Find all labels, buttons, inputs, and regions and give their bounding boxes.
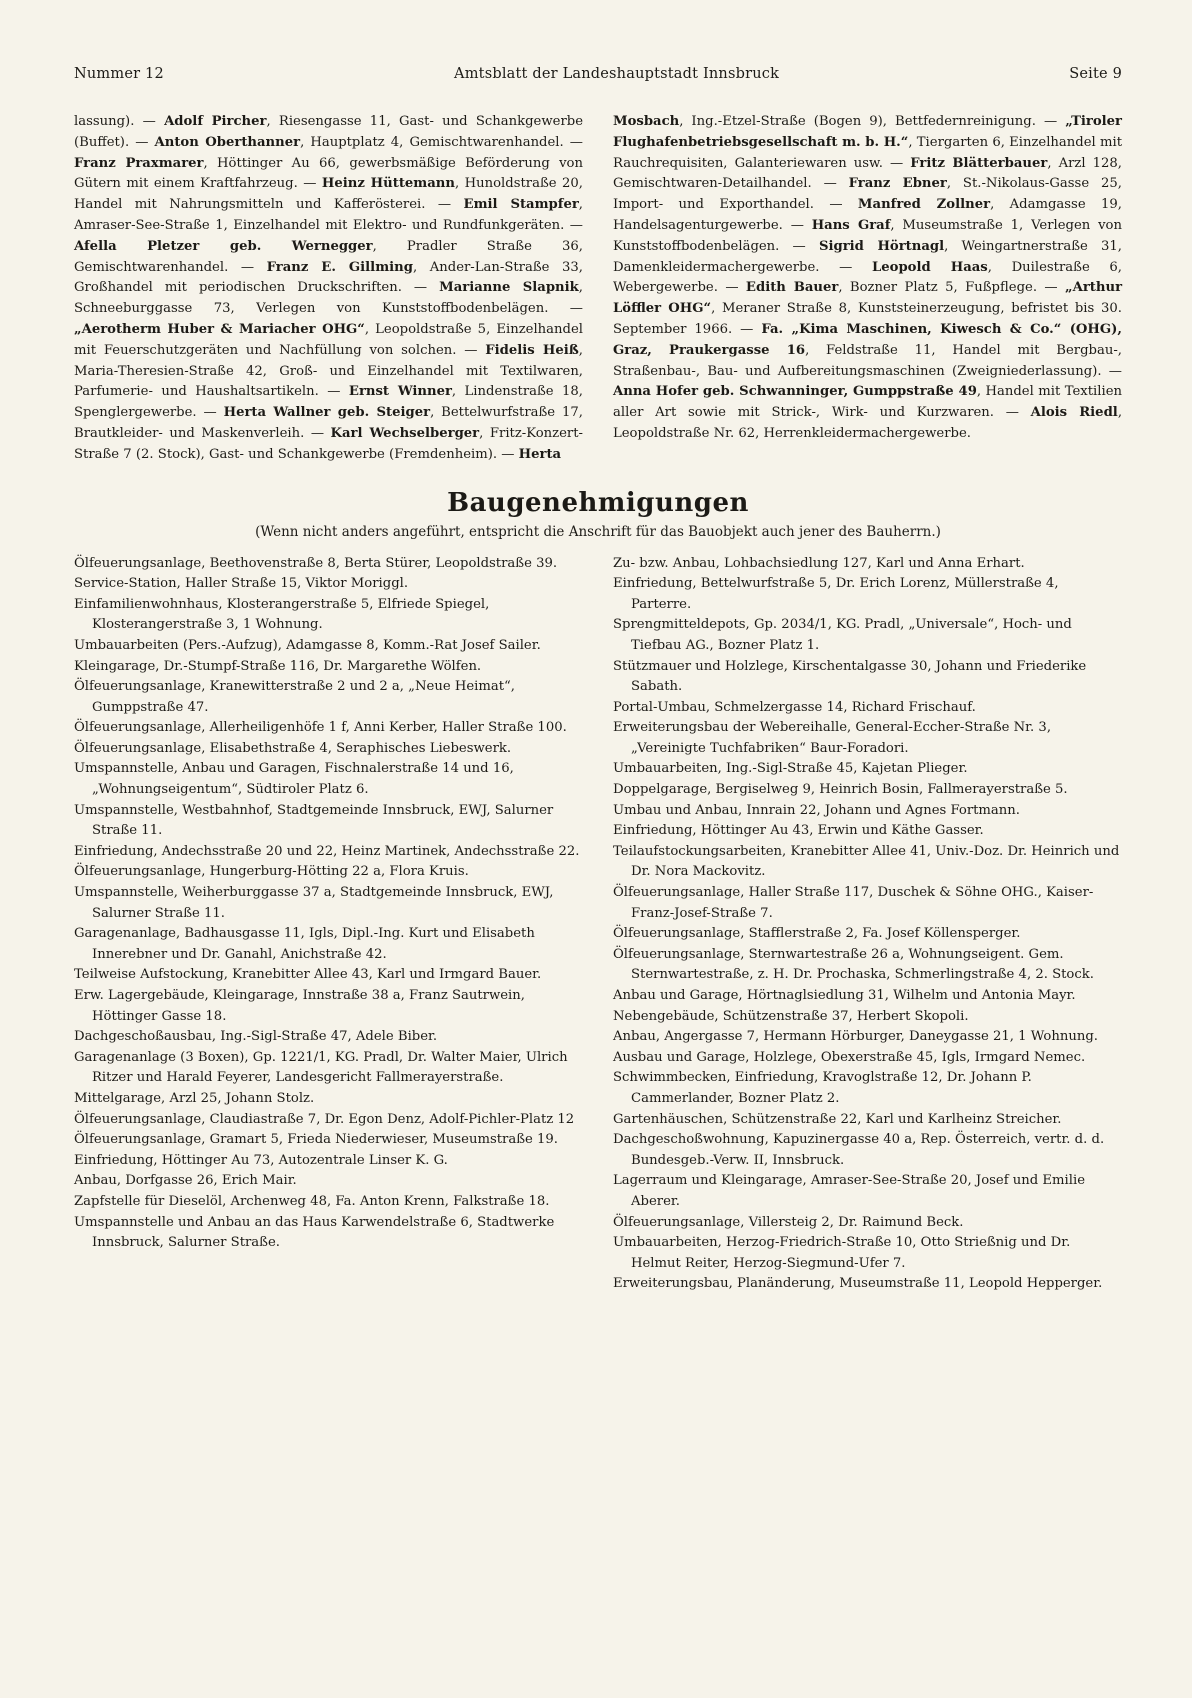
permit-entry: Kleingarage, Dr.-Stumpf-Straße 116, Dr. Margarethe Wölfen. — [74, 658, 482, 674]
permit-entry: Ölfeuerungsanlage, Gramart 5, Frieda Niederwieser, Museumstraße 19. — [74, 1132, 558, 1148]
business-details: , St.-Nikolaus-Gasse 25, Import- und Exporthandel. — — [613, 176, 1122, 213]
business-name: Emil Stampfer — [463, 197, 579, 213]
business-name: Adolf Pircher — [164, 114, 267, 129]
business-name: Edith Bauer — [745, 280, 839, 296]
permit-entry: Erweiterungsbau der Webereihalle, General-Eccher-Straße Nr. 3, „Vereinigte Tuchfabriken“ Baur-Foradori. — [613, 720, 1052, 756]
business-details: , Duilestraße 6, Webergewerbe. — — [613, 259, 1122, 296]
permit-entry: Umspannstelle, Weiherburggasse 37 a, Stadtgemeinde Innsbruck, EWJ, Salurner Straße 11. — [74, 885, 554, 921]
section-title: Baugenehmigungen — [447, 487, 749, 518]
business-details: , Schneeburggasse 73, Verlegen von Kunststoffbodenbelägen. — — [74, 280, 583, 317]
permit-entry: Anbau und Garage, Hörtnaglsiedlung 31, Wilhelm und Antonia Mayr. — [613, 988, 1076, 1004]
business-details: , Maria-Theresien-Straße 42, Groß- und Einzelhandel mit Textilwaren, Parfumerie- und Haushaltsartikeln. — — [74, 342, 583, 400]
permit-entry: Ölfeuerungsanlage, Hungerburg-Hötting 22 a, Flora Kruis. — [74, 864, 469, 880]
business-name: „Tiroler Flughafenbetriebsgesellschaft m. b. H.“ — [613, 114, 1122, 150]
permit-entry: Umspannstelle und Anbau an das Haus Karwendelstraße 6, Stadtwerke Innsbruck, Salurner Straße. — [74, 1214, 555, 1251]
permit-entry: Gartenhäuschen, Schützenstraße 22, Karl und Karlheinz Streicher. — [613, 1111, 1062, 1127]
business-details: , Pradler Straße 36, Gemischtwarenhandel. — — [74, 238, 583, 275]
business-details: , Weingartnerstraße 31, Damenkleidermachergewerbe. — — [613, 238, 1123, 275]
permit-entry: Sprengmitteldepots, Gp. 2034/1, KG. Pradl, „Universale“, Hoch- und Tiefbau AG., Bozner Platz 1. — [613, 617, 1072, 653]
business-details: , Amraser-See-Straße 1, Einzelhandel mit Elektro- und Rundfunkgeräten. — — [74, 197, 583, 233]
permit-entry: Teilweise Aufstockung, Kranebitter Allee 43, Karl und Irmgard Bauer. — [74, 967, 542, 983]
business-name: „Aerotherm Huber & Mariacher OHG“ — [74, 321, 365, 337]
permit-entry: Dachgeschoßausbau, Ing.-Sigl-Straße 47, Adele Biber. — [74, 1029, 438, 1045]
publication-title: Amtsblatt der Landeshauptstadt Innsbruck — [454, 66, 780, 82]
business-name: Heinz Hüttemann — [321, 176, 455, 192]
permit-entry: Erw. Lagergebäude, Kleingarage, Innstraße 38 a, Franz Sautrwein, Höttinger Gasse 18. — [74, 988, 525, 1024]
business-details: , Lindenstraße 18, Spenglergewerbe. — — [74, 384, 583, 421]
permit-entry: Umbau und Anbau, Innrain 22, Johann und Agnes Fortmann. — [613, 802, 1020, 818]
business-details: , Hauptplatz 4, Gemischtwarenhandel. — — [300, 134, 583, 150]
permit-entry: Doppelgarage, Bergiselweg 9, Heinrich Bosin, Fallmerayerstraße 5. — [613, 782, 1068, 798]
permit-entry: Mittelgarage, Arzl 25, Johann Stolz. — [74, 1090, 315, 1106]
permit-entry: Ölfeuerungsanlage, Kranewitterstraße 2 und 2 a, „Neue Heimat“, Gumppstraße 47. — [74, 679, 515, 715]
permit-entry: Ölfeuerungsanlage, Elisabethstraße 4, Seraphisches Liebeswerk. — [74, 740, 512, 756]
business-name: Herta — [518, 446, 562, 462]
business-name: Sigrid Hörtnagl — [818, 238, 945, 254]
permit-entry: Ölfeuerungsanlage, Sternwartestraße 26 a, Wohnungseigent. Gem. Sternwartestraße, z. H. Dr. Prochaska, Schmerlingstraße 4, 2. Stock. — [613, 946, 1094, 983]
business-name: Karl Wechselberger — [330, 425, 480, 441]
registrations-column-left — [74, 112, 583, 466]
building-permits — [74, 554, 1122, 1295]
permits-column-left — [74, 554, 583, 1295]
business-name: Manfred Zollner — [857, 197, 991, 213]
permit-entry: Nebengebäude, Schützenstraße 37, Herbert Skopoli. — [613, 1008, 969, 1024]
business-name: Ernst Winner — [348, 384, 452, 400]
registrations-column-right — [613, 112, 1122, 466]
permit-entry: Einfriedung, Höttinger Au 73, Autozentrale Linser K. G. — [74, 1152, 448, 1168]
permit-entry: Ölfeuerungsanlage, Haller Straße 117, Duschek & Söhne OHG., Kaiser-Franz-Josef-Straße 7. — [613, 885, 1094, 921]
permit-entry: Ölfeuerungsanlage, Allerheiligenhöfe 1 f, Anni Kerber, Haller Straße 100. — [74, 720, 567, 736]
permit-entry: Zapfstelle für Dieselöl, Archenweg 48, Fa. Anton Krenn, Falkstraße 18. — [74, 1193, 550, 1209]
business-name: Anton Oberthanner — [154, 134, 301, 150]
section-subtitle: (Wenn nicht anders angeführt, entspricht die Anschrift für das Bauobjekt auch jener des Bauherrn.) — [255, 523, 941, 540]
business-name: Anna Hofer geb. Schwanninger, Gumppstraße 49 — [613, 384, 977, 400]
business-name: Herta Wallner geb. Steiger — [223, 405, 431, 421]
business-details: , Ing.-Etzel-Straße (Bogen 9), Bettfedernreinigung. — — [679, 114, 1066, 129]
business-name: Fidelis Heiß — [485, 342, 579, 358]
business-name: Mosbach — [613, 114, 680, 129]
permit-entry: Umbauarbeiten, Herzog-Friedrich-Straße 10, Otto Strießnig und Dr. Helmut Reiter, Herzog-Siegmund-Ufer 7. — [613, 1235, 1071, 1271]
permit-entry: Schwimmbecken, Einfriedung, Kravoglstraße 12, Dr. Johann P. Cammerlander, Bozner Platz 2. — [613, 1070, 1032, 1106]
permits-column-right — [613, 554, 1122, 1295]
permit-entry: Service-Station, Haller Straße 15, Viktor Moriggl. — [74, 576, 409, 592]
business-details: , Tiergarten 6, Einzelhandel mit Rauchrequisiten, Galanteriewaren usw. — — [613, 134, 1122, 171]
business-details: , Höttinger Au 66, gewerbsmäßige Beförderung von Gütern mit einem Kraftfahrzeug. — — [74, 155, 583, 192]
business-name: Fa. „Kima Maschinen, Kiwesch & Co.“ (OHG), Graz, Praukergasse 16 — [613, 321, 1122, 358]
business-details: lassung). — — [74, 114, 165, 129]
business-details: , Bozner Platz 5, Fußpflege. — — [838, 280, 1066, 296]
business-name: Franz E. Gillming — [266, 259, 413, 275]
business-details: , Leopoldstraße 5, Einzelhandel mit Feuerschutzgeräten und Nachfüllung von solchen. — — [74, 321, 583, 358]
business-name: Hans Graf — [811, 217, 891, 233]
business-name: Fritz Blätterbauer — [910, 155, 1048, 171]
permit-entry: Stützmauer und Holzlege, Kirschentalgasse 30, Johann und Friederike Sabath. — [613, 658, 1087, 695]
permit-entry: Garagenanlage (3 Boxen), Gp. 1221/1, KG. Pradl, Dr. Walter Maier, Ulrich Ritzer und Harald Feyerer, Landesgericht Fallmerayerstraße. — [74, 1049, 568, 1086]
business-name: Afella Pletzer geb. Wernegger — [74, 238, 373, 254]
business-name: Franz Praxmarer — [74, 155, 204, 171]
business-details: , Handel mit Textilien aller Art sowie mit Strick-, Wirk- und Kurzwaren. — — [613, 384, 1122, 421]
permit-entry: Ölfeuerungsanlage, Beethovenstraße 8, Berta Stürer, Leopoldstraße 39. — [74, 555, 558, 571]
permit-entry: Ölfeuerungsanlage, Stafflerstraße 2, Fa. Josef Köllensperger. — [613, 926, 1021, 942]
business-details: , Hunoldstraße 20, Handel mit Nahrungsmitteln und Kafferösterei. — — [74, 176, 584, 213]
business-details: , Arzl 128, Gemischtwaren-Detailhandel. — — [613, 155, 1122, 192]
business-name: „Arthur Löffler OHG“ — [613, 280, 1123, 317]
business-details: , Museumstraße 1, Verlegen von Kunststoffbodenbelägen. — — [613, 217, 1122, 254]
permit-entry: Umbauarbeiten, Ing.-Sigl-Straße 45, Kajetan Plieger. — [613, 761, 968, 777]
permit-entry: Anbau, Angergasse 7, Hermann Hörburger, Daneygasse 21, 1 Wohnung. — [613, 1029, 1098, 1045]
page-number: Seite 9 — [1069, 66, 1122, 82]
business-details: , Bettelwurfstraße 17, Brautkleider- und Maskenverleih. — — [74, 405, 583, 441]
permit-entry: Dachgeschoßwohnung, Kapuzinergasse 40 a, Rep. Österreich, vertr. d. d. Bundesgeb.-Verw. II, Innsbruck. — [613, 1132, 1105, 1168]
business-details: , Riesengasse 11, Gast- und Schankgewerbe (Buffet). — — [74, 114, 584, 150]
permit-entry: Garagenanlage, Badhausgasse 11, Igls, Dipl.-Ing. Kurt und Elisabeth Innerebner und Dr. Ganahl, Anichstraße 42. — [74, 926, 535, 962]
permit-entry: Umbauarbeiten (Pers.-Aufzug), Adamgasse 8, Komm.-Rat Josef Sailer. — [74, 637, 541, 653]
permit-entry: Ausbau und Garage, Holzlege, Obexerstraße 45, Igls, Irmgard Nemec. — [613, 1049, 1086, 1065]
permit-entry: Portal-Umbau, Schmelzergasse 14, Richard Frischauf. — [613, 699, 976, 715]
permit-entry: Einfriedung, Höttinger Au 43, Erwin und Käthe Gasser. — [613, 823, 984, 839]
permit-entry: Einfriedung, Bettelwurfstraße 5, Dr. Erich Lorenz, Müllerstraße 4, Parterre. — [613, 576, 1059, 612]
business-name: Marianne Slapnik — [439, 280, 579, 296]
business-name: Franz Ebner — [848, 176, 947, 192]
permit-entry: Erweiterungsbau, Planänderung, Museumstraße 11, Leopold Hepperger. — [613, 1276, 1103, 1292]
business-registrations — [74, 112, 1122, 466]
permit-entry: Einfriedung, Andechsstraße 20 und 22, Heinz Martinek, Andechsstraße 22. — [74, 843, 580, 859]
business-details: , Meraner Straße 8, Kunststeinerzeugung, befristet bis 30. September 1966. — — [613, 301, 1122, 337]
business-details: , Leopoldstraße Nr. 62, Herrenkleidermachergewerbe. — [613, 405, 1123, 441]
business-name: Alois Riedl — [1030, 405, 1118, 421]
business-details: , Ander-Lan-Straße 33, Großhandel mit periodischen Druckschriften. — — [74, 259, 583, 296]
permit-entry: Umspannstelle, Anbau und Garagen, Fischnalerstraße 14 und 16, „Wohnungseigentum“, Südtiroler Platz 6. — [74, 761, 514, 798]
page-header — [74, 66, 1122, 82]
business-name: Leopold Haas — [871, 259, 988, 275]
permit-entry: Ölfeuerungsanlage, Villersteig 2, Dr. Raimund Beck. — [613, 1214, 964, 1230]
business-details: , Fritz-Konzert-Straße 7 (2. Stock), Gast- und Schankgewerbe (Fremdenheim). — — [74, 425, 583, 462]
business-details: , Feldstraße 11, Handel mit Bergbau-, Straßenbau-, Bau- und Aufbereitungsmaschinen (Zweigniederlassung). — — [613, 342, 1122, 379]
permit-entry: Einfamilienwohnhaus, Klosterangerstraße 5, Elfriede Spiegel, Klosterangerstraße 3, 1 Wohnung. — [74, 596, 490, 633]
business-details: , Adamgasse 19, Handelsagenturgewerbe. — — [613, 197, 1122, 233]
issue-number: Nummer 12 — [74, 66, 164, 82]
permit-entry: Umspannstelle, Westbahnhof, Stadtgemeinde Innsbruck, EWJ, Salurner Straße 11. — [74, 802, 554, 839]
permit-entry: Teilaufstockungsarbeiten, Kranebitter Allee 41, Univ.-Doz. Dr. Heinrich und Dr. Nora Mackovitz. — [613, 843, 1120, 880]
permit-entry: Anbau, Dorfgasse 26, Erich Mair. — [74, 1173, 297, 1189]
permit-entry: Ölfeuerungsanlage, Claudiastraße 7, Dr. Egon Denz, Adolf-Pichler-Platz 12 — [74, 1111, 575, 1127]
permit-entry: Lagerraum und Kleingarage, Amraser-See-Straße 20, Josef und Emilie Aberer. — [613, 1173, 1086, 1209]
permit-entry: Zu- bzw. Anbau, Lohbachsiedlung 127, Karl und Anna Erhart. — [613, 555, 1025, 571]
